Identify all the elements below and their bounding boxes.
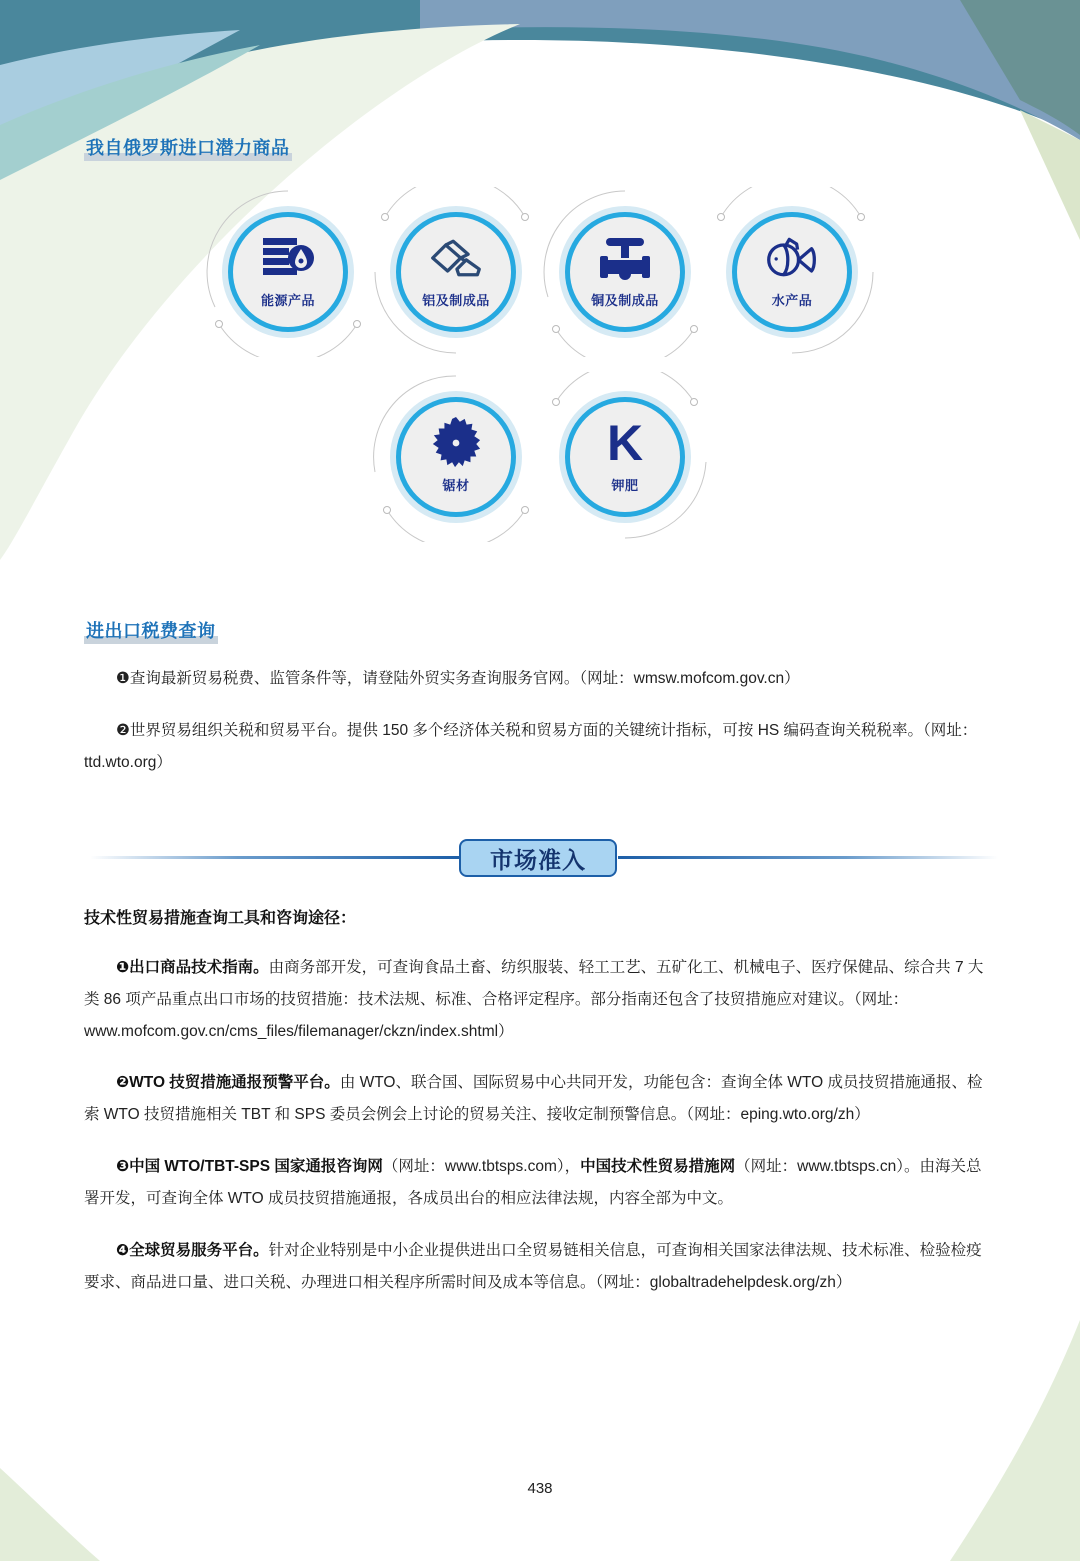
item-title: WTO 技贸措施通报预警平台。 <box>129 1074 340 1091</box>
commodity-energy <box>203 187 373 357</box>
commodity-label: 水产品 <box>771 292 813 308</box>
section-title-potential-imports: 我自俄罗斯进口潜力商品 <box>84 134 292 161</box>
tariff-item-2 <box>84 715 996 779</box>
number-marker: ❷ <box>116 722 130 739</box>
section-banner-market-access: 市场准入 <box>459 839 617 877</box>
divider-right <box>618 856 998 859</box>
oil-barrel-icon <box>261 234 315 282</box>
commodity-seafood <box>707 187 877 357</box>
commodity-copper <box>540 187 710 357</box>
commodity-aluminum <box>371 187 541 357</box>
number-marker: ❷ <box>116 1074 130 1091</box>
item-text: （网址：www.tbtsps.com）， <box>382 1158 581 1175</box>
item-title-2: 中国技术性贸易措施网 <box>580 1158 736 1175</box>
number-marker: ❹ <box>116 1242 130 1259</box>
market-item-2 <box>84 1067 996 1131</box>
item-text: 针对企业特别是中小企业提供进出口全贸易链相关信息，可查询相关国家法律法规、技术标准、检验检疫要求、商品进口量、进口关税、办理进口相关程序所需时间及成本等信息。（网址：globaltradehelpdesk.org/zh） <box>84 1242 982 1291</box>
ingot-icon <box>429 234 483 282</box>
number-marker: ❶ <box>116 670 130 687</box>
fish-icon <box>765 234 819 282</box>
commodity-label: 钾肥 <box>611 477 639 493</box>
commodity-label: 能源产品 <box>260 292 315 308</box>
number-marker: ❶ <box>116 959 130 976</box>
number-marker: ❸ <box>116 1158 130 1175</box>
item-title: 中国 WTO/TBT-SPS 国家通报咨询网 <box>129 1158 383 1175</box>
item-text: 由商务部开发，可查询食品土畜、纺织服装、轻工工艺、五矿化工、机械电子、医疗保健品、综合共 7 大类 86 项产品重点出口市场的技贸措施：技术法规、标准、合格评定程序。部分指南还包含了技贸措施应对建议。（网址：www.mofcom.gov.cn/cms_files/filemanager/ckzn/index.shtml） <box>84 959 984 1040</box>
page-number: 438 <box>527 1480 553 1497</box>
subheading-tbt-tools: 技术性贸易措施查询工具和咨询途径： <box>84 910 357 927</box>
market-item-3 <box>84 1151 996 1215</box>
section-title-tariff-query: 进出口税费查询 <box>84 617 218 644</box>
item-text: 由 WTO、联合国、国际贸易中心共同开发，功能包含：查询全体 WTO 成员技贸措施通报、检索 WTO 技贸措施相关 TBT 和 SPS 委员会例会上讨论的贸易关注、接收定制预警信息。（网址：eping.wto.org/zh） <box>84 1074 983 1123</box>
saw-blade-icon <box>429 419 483 467</box>
divider-left <box>90 856 460 859</box>
item-text-2: （网址：www.tbtsps.cn）。由海关总署开发，可查询全体 WTO 成员技贸措施通报，各成员出台的相应法律法规，内容全部为中文。 <box>84 1158 982 1207</box>
market-item-1 <box>84 952 996 1048</box>
commodity-potash <box>540 372 710 542</box>
commodity-sawn-timber <box>371 372 541 542</box>
item-title: 全球贸易服务平台。 <box>129 1242 269 1259</box>
tariff-item-1 <box>84 663 996 695</box>
pipe-valve-icon <box>598 234 652 282</box>
item-text: 查询最新贸易税费、监管条件等，请登陆外贸实务查询服务官网。（网址：wmsw.mofcom.gov.cn） <box>129 670 800 687</box>
commodity-label: 铜及制成品 <box>591 292 659 308</box>
commodity-label: 铝及制成品 <box>422 292 490 308</box>
item-title: 出口商品技术指南。 <box>129 959 269 976</box>
market-item-4 <box>84 1235 996 1299</box>
item-text: 世界贸易组织关税和贸易平台。提供 150 多个经济体关税和贸易方面的关键统计指标，可按 HS 编码查询关税税率。（网址：ttd.wto.org） <box>84 722 978 771</box>
commodity-label: 锯材 <box>442 477 470 493</box>
potassium-k-icon: K <box>606 414 644 471</box>
